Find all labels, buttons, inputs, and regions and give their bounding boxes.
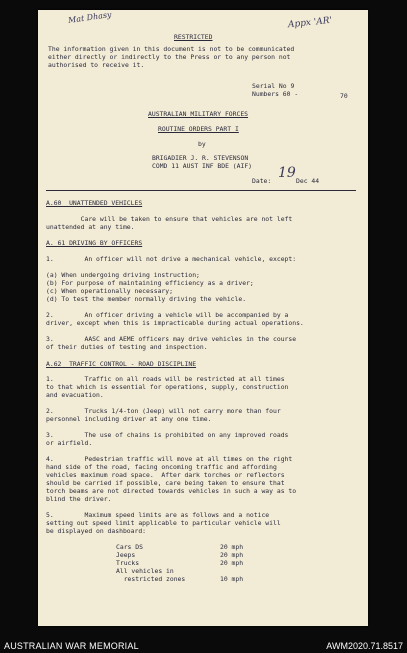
footer-accession-number: AWM2020.71.8517	[326, 641, 403, 651]
section-a62-para-5-line-1: 5. Maximum speed limits are as follows and a notice	[46, 511, 270, 519]
header-divider	[46, 190, 356, 191]
section-a62-para-3-line-2: or airfield.	[46, 439, 93, 447]
section-a62-heading: A.62 TRAFFIC CONTROL - ROAD DISCIPLINE	[46, 360, 197, 368]
speed-table-vehicle-4: All vehicles in	[116, 567, 174, 575]
section-a62-para-4-line-4: should be carried if possible, care being taken to ensure that	[46, 479, 285, 487]
section-a61-para-1: 1. An officer will not drive a mechanical vehicle, except:	[46, 255, 297, 263]
section-a61-para-3-line-1: 3. AASC and AEME officers may drive vehicles in the course	[46, 335, 297, 343]
footer-institution: AUSTRALIAN WAR MEMORIAL	[4, 641, 139, 651]
section-a61-list-b: (b) For purpose of maintaining efficiency as a driver;	[46, 279, 254, 287]
section-a62-para-1-line-1: 1. Traffic on all roads will be restricted at all times	[46, 375, 285, 383]
date-label: Date:	[252, 177, 272, 185]
section-a62-para-1-line-2: to that which is essential for operations, supply, construction	[46, 383, 289, 391]
force-title: AUSTRALIAN MILITARY FORCES	[148, 110, 249, 118]
section-a61-list-d: (d) To test the member normally driving the vehicle.	[46, 295, 247, 303]
section-a62-para-3-line-1: 3. The use of chains is prohibited on any improved roads	[46, 431, 289, 439]
section-a62-para-2-line-1: 2. Trucks 1/4-ton (Jeep) will not carry more than four	[46, 407, 281, 415]
brigadier-name: BRIGADIER J. R. STEVENSON	[152, 154, 249, 162]
orders-title: ROUTINE ORDERS PART I	[158, 125, 239, 133]
section-a60-heading: A.60 UNATTENDED VEHICLES	[46, 199, 143, 207]
speed-table-vehicle-3: Trucks	[116, 559, 140, 567]
section-a62-para-4-line-5: torch beams are not directed towards vehicles in such a way as to	[46, 487, 297, 495]
section-a62-para-2-line-2: personnel including driver at any one time.	[46, 415, 212, 423]
speed-table-vehicle-1: Cars DS	[116, 543, 143, 551]
numbers-range: Numbers 60 -	[252, 90, 299, 98]
document-page	[38, 10, 368, 626]
section-a62-para-4-line-3: vehicles maximum road space. After dark torches or reflectors	[46, 471, 285, 479]
speed-table-vehicle-5: restricted zones	[116, 575, 186, 583]
section-a61-para-2-line-2: driver, except when this is impracticable during actual operations.	[46, 319, 304, 327]
serial-number: Serial No 9	[252, 82, 295, 90]
section-a62-para-5-line-3: be displayed on dashboard:	[46, 527, 147, 535]
classification-heading: RESTRICTED	[174, 33, 213, 41]
section-a61-list-a: (a) When undergoing driving instruction;	[46, 271, 200, 279]
section-a61-heading: A. 61 DRIVING BY OFFICERS	[46, 239, 143, 247]
warning-line-1: The information given in this document is not to be communicated	[48, 45, 295, 53]
numbers-range-end: 70	[340, 92, 348, 100]
section-a60-text-1: Care will be taken to ensure that vehicles are not left	[46, 215, 293, 223]
appendix-annotation: Appx 'AR'	[287, 15, 333, 31]
section-a61-para-3-line-2: of their duties of testing and inspection.	[46, 343, 208, 351]
section-a60-text-2: unattended at any time.	[46, 223, 135, 231]
section-a62-para-4-line-1: 4. Pedestrian traffic will move at all times on the right	[46, 455, 293, 463]
speed-table-vehicle-2: Jeeps	[116, 551, 136, 559]
handwritten-annotation: Mat Dhasy	[67, 10, 113, 25]
section-a62-para-5-line-2: setting out speed limit applicable to particular vehicle will	[46, 519, 281, 527]
section-a62-para-4-line-6: blind the driver.	[46, 495, 112, 503]
by-label: by	[198, 140, 206, 148]
speed-table-limit-1: 20 mph	[220, 543, 244, 551]
section-a62-para-1-line-3: and evacuation.	[46, 391, 104, 399]
warning-line-2: either directly or indirectly to the Press or to any person not	[48, 53, 291, 61]
command-name: COMD 11 AUST INF BDE (AIF)	[152, 162, 253, 170]
date-day-handwritten: 19	[278, 165, 296, 181]
section-a61-list-c: (c) When operationally necessary;	[46, 287, 173, 295]
section-a62-para-4-line-2: hand side of the road, facing oncoming traffic and affording	[46, 463, 277, 471]
section-a61-para-2-line-1: 2. An officer driving a vehicle will be accompanied by a	[46, 311, 289, 319]
date-month-year: Dec 44	[296, 177, 320, 185]
warning-line-3: authorised to receive it.	[48, 61, 145, 69]
speed-table-limit-5: 10 mph	[220, 575, 244, 583]
speed-table-limit-2: 20 mph	[220, 551, 244, 559]
speed-table-limit-3: 20 mph	[220, 559, 244, 567]
